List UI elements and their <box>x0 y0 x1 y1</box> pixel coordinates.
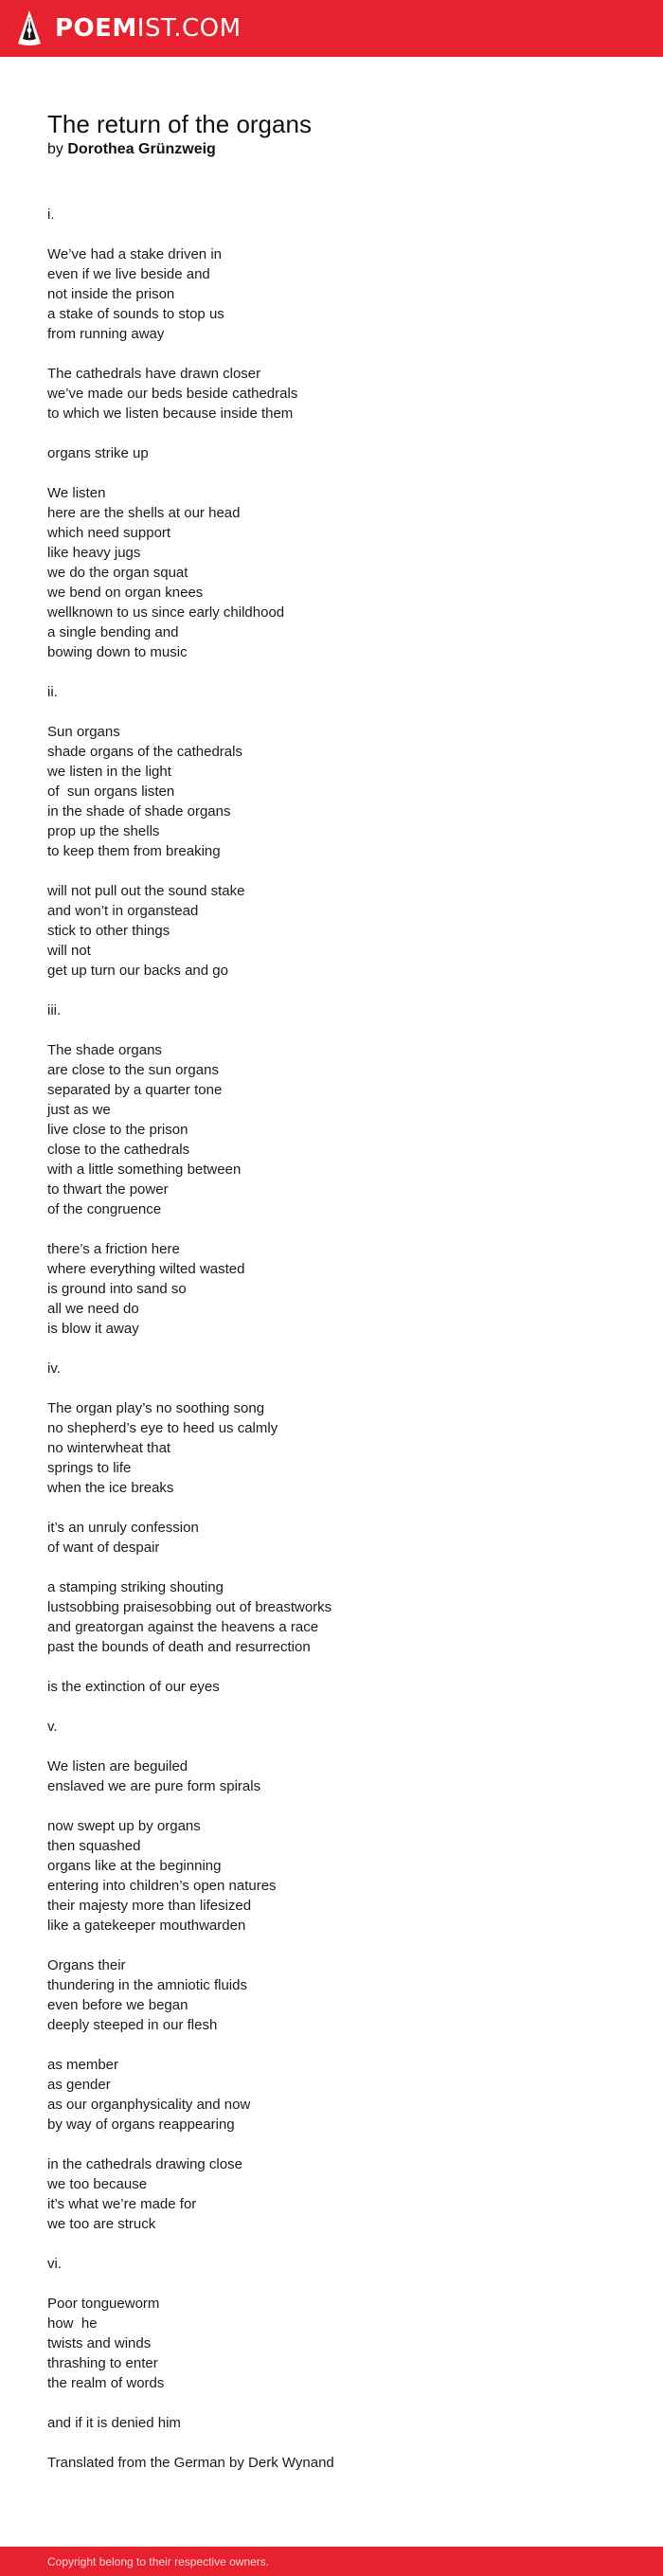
poem-line: no winterwheat that <box>47 1440 171 1456</box>
poem-line <box>47 2433 616 2453</box>
poem-line <box>47 1498 616 1518</box>
poem-line: thundering in the amniotic fluids <box>47 1977 252 1993</box>
poem-line: past the bounds of death and resurrection <box>47 1639 311 1655</box>
poem-line: and if it is denied him <box>47 2415 181 2431</box>
poem-line: We’ve had a stake driven in <box>47 246 222 262</box>
poem-line: is blow it away <box>47 1321 139 1337</box>
poem-line: we bend on organ knees <box>47 585 204 601</box>
poem-line: as gender <box>47 2077 111 2093</box>
poem-line: prop up the shells <box>47 823 160 839</box>
poem-line: like a gatekeeper mouthwarden <box>47 1918 246 1934</box>
poem-line: it’s an unruly confession <box>47 1520 199 1536</box>
poem-line: live close to the prison <box>47 1122 188 1138</box>
poem-line <box>47 344 616 364</box>
site-logo[interactable] <box>15 9 242 47</box>
poem-line: lustsobbing praisesobbing out of breastworks <box>47 1599 332 1615</box>
poem-line: now swept up by organs <box>47 1818 201 1834</box>
poem-line <box>47 225 616 244</box>
poem-line: The cathedrals have drawn closer <box>47 366 261 382</box>
poem-line <box>47 1697 616 1717</box>
poem-line: iv. <box>47 1360 61 1377</box>
poem-line <box>47 463 616 483</box>
poem-line: a stamping striking shouting <box>47 1579 224 1595</box>
poem-line <box>47 1020 616 1040</box>
poem-line: we too are struck <box>47 2216 156 2232</box>
by-label: by <box>47 141 63 157</box>
poem-line: from running away <box>47 326 165 342</box>
poem-line <box>47 1796 616 1816</box>
logo-bold-text: POEM <box>55 14 137 43</box>
poem-line <box>47 2274 616 2294</box>
poem-line: then squashed <box>47 1838 141 1854</box>
poem-line <box>47 981 616 1000</box>
poem-line: even if we live beside and <box>47 266 210 282</box>
poem-line: Organs their <box>47 1957 126 1973</box>
poem-line: of the congruence <box>47 1201 162 1217</box>
poem-line: Sun organs <box>47 724 120 740</box>
poem-line: their majesty more than lifesized <box>47 1898 256 1914</box>
poem-line: to which we listen because inside them <box>47 405 294 422</box>
poem-line: we’ve made our beds beside cathedrals <box>47 386 298 402</box>
poem-line: organs like at the beginning <box>47 1858 222 1874</box>
poem-line: stick to other things <box>47 923 170 939</box>
poem-line: We listen are beguiled <box>47 1758 188 1774</box>
poem-line: here are the shells at our head <box>47 505 241 521</box>
poem-line <box>47 2393 616 2413</box>
poem-line: will not pull out the sound stake <box>47 883 245 899</box>
poem-line: iii. <box>47 1002 62 1018</box>
poem-line: separated by a quarter tone <box>47 1082 223 1098</box>
poem-line <box>47 861 616 881</box>
poem-line: of sun organs listen <box>47 784 175 800</box>
poem-line <box>47 2234 616 2254</box>
poem-line <box>47 1339 616 1359</box>
poem-line <box>47 702 616 722</box>
poem-line: just as we <box>47 1102 111 1118</box>
poem-line <box>47 662 616 682</box>
poem-line: a stake of sounds to stop us <box>47 306 224 322</box>
author-name: Dorothea Grünzweig <box>67 141 216 157</box>
poem-title: The return of the organs <box>47 110 312 138</box>
poem-line: all we need do <box>47 1301 139 1317</box>
poem-line: twists and winds <box>47 2335 152 2351</box>
poem-line: and won’t in organstead <box>47 903 219 919</box>
poem-line <box>47 423 616 443</box>
pen-nib-icon <box>15 9 44 47</box>
poem-line: v. <box>47 1719 58 1735</box>
poem-line: how he <box>47 2315 98 2332</box>
poem-line: by way of organs reappearing <box>47 2117 235 2133</box>
logo-light-text: IST.COM <box>136 14 242 43</box>
poem-line: is the extinction of our eyes <box>47 1679 220 1695</box>
poem-line <box>47 1737 616 1756</box>
poem-line: The shade organs <box>47 1042 162 1058</box>
poem-line: ii. <box>47 684 58 700</box>
poem-line: in the cathedrals drawing close <box>47 2156 242 2172</box>
poem-line: wellknown to us since early childhood <box>47 604 285 621</box>
poem-line: and greatorgan against the heavens a race <box>47 1619 319 1635</box>
poem-line: where everything wilted wasted <box>47 1261 245 1277</box>
poem-line: to thwart the power <box>47 1181 169 1198</box>
poem-line: as member <box>47 2057 123 2073</box>
logo-wordmark <box>55 9 242 47</box>
poem-line: enslaved we are pure form spirals <box>47 1778 261 1794</box>
poem-line <box>47 1657 616 1677</box>
poem-line: bowing down to music <box>47 644 188 660</box>
copyright-notice: Copyright belong to their respective owners. <box>47 2555 270 2568</box>
poem-line: no shepherd’s eye to heed us calmly <box>47 1420 278 1436</box>
poem-line <box>47 1378 616 1398</box>
poem-line: like heavy jugs <box>47 545 141 561</box>
top-bar <box>0 0 663 57</box>
poem-line: we listen in the light <box>47 764 171 780</box>
poem-line: shade organs of the cathedrals <box>47 744 242 760</box>
poem-line <box>47 1219 616 1239</box>
poem-line: there’s a friction here <box>47 1241 180 1257</box>
poem-line: deeply steeped in our flesh <box>47 2017 218 2033</box>
poem-line: We listen <box>47 485 106 501</box>
poem-line <box>47 2135 616 2154</box>
poem-line: entering into children’s open natures <box>47 1878 277 1894</box>
poem-line: to keep them from breaking <box>47 843 221 859</box>
poem-line: we do the organ squat <box>47 565 188 581</box>
poem-line: close to the cathedrals <box>47 1142 190 1158</box>
poem-line: The organ play’s no soothing song <box>47 1400 265 1416</box>
poem-line: organs strike up <box>47 445 149 461</box>
poem-line: springs to life <box>47 1460 132 1476</box>
poem-line <box>47 1936 616 1955</box>
poem-line: i. <box>47 207 55 223</box>
poem-line: the realm of words <box>47 2375 165 2391</box>
poem-line: are close to the sun organs <box>47 1062 219 1078</box>
poem-line: even before we began <box>47 1997 188 2013</box>
poem-line: it’s what we’re made for <box>47 2196 197 2212</box>
byline <box>47 138 216 161</box>
poem-line: get up turn our backs and go <box>47 963 228 979</box>
poem-line: with a little something between <box>47 1162 242 1178</box>
poem-body <box>47 205 616 2473</box>
poem-line: thrashing to enter <box>47 2355 158 2371</box>
poem-line: is ground into sand so <box>47 1281 187 1297</box>
poem-line <box>47 2035 616 2055</box>
poem-line: when the ice breaks <box>47 1480 174 1496</box>
poem-line: as our organphysicality and now <box>47 2097 251 2113</box>
poem-line: a single bending and <box>47 624 183 640</box>
poem-line <box>47 1558 616 1577</box>
poem-line: we too because <box>47 2176 148 2192</box>
footer-bar <box>0 2547 663 2576</box>
poem-line: Translated from the German by Derk Wynand <box>47 2455 334 2471</box>
poem-line: Poor tongueworm <box>47 2296 160 2312</box>
poem-line: will not <box>47 943 91 959</box>
poem-line: which need support <box>47 525 171 541</box>
poem-line: not inside the prison <box>47 286 175 302</box>
poem-line: vi. <box>47 2256 62 2272</box>
poem-line: in the shade of shade organs <box>47 803 231 820</box>
poem-line: of want of despair <box>47 1540 160 1556</box>
